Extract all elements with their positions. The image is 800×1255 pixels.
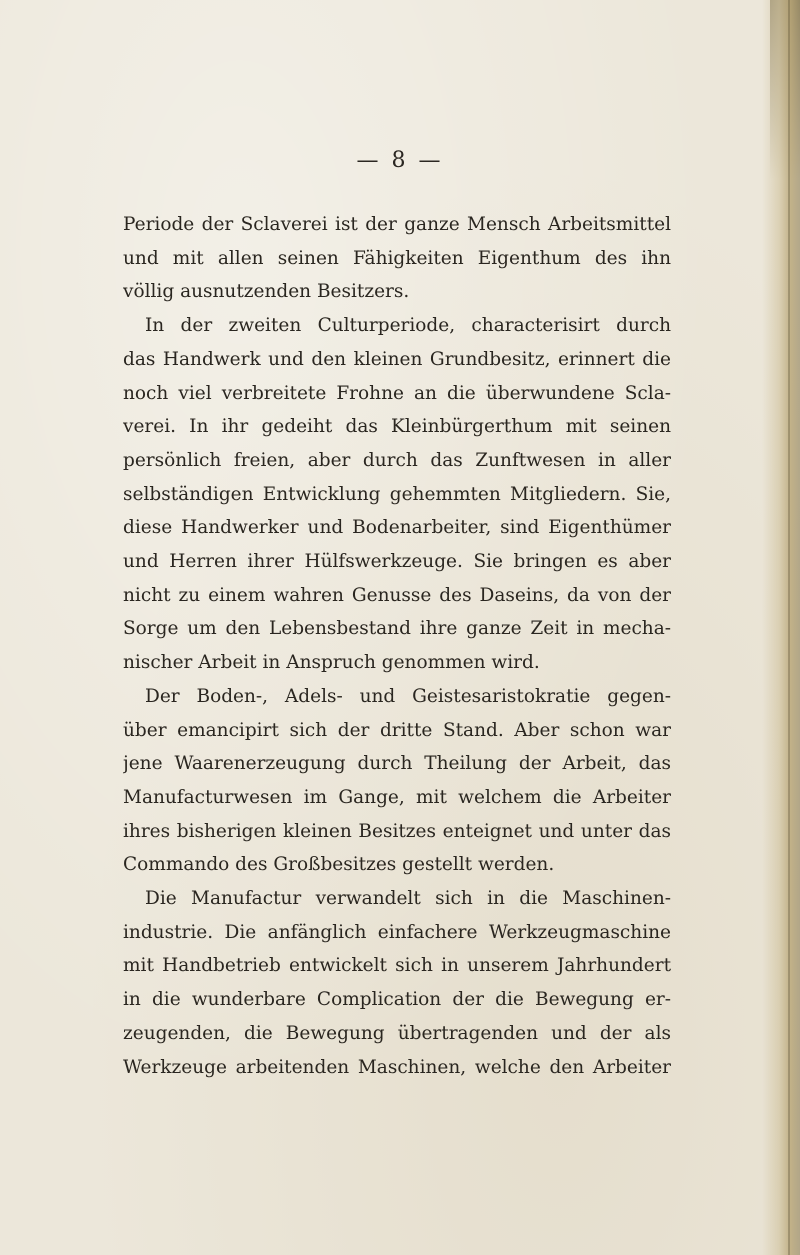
text-line: ihres bisherigen kleinen Besitzes enteignet und unter das	[123, 820, 671, 842]
text-line: zeugenden, die Bewegung übertragenden und der als	[123, 1022, 671, 1044]
text-line: Commando des Großbesitzes gestellt werden.	[123, 854, 555, 876]
text-line: und mit allen seinen Fähigkeiten Eigenthum des ihn	[123, 247, 671, 269]
text-line: mit Handbetrieb entwickelt sich in unserem Jahrhundert	[123, 955, 671, 977]
body-text	[123, 208, 671, 1084]
text-line: Periode der Sclaverei ist der ganze Mensch Arbeitsmittel	[123, 214, 671, 235]
text-line: jene Waarenerzeugung durch Theilung der Arbeit, das	[123, 753, 671, 775]
text-line: persönlich freien, aber durch das Zunftwesen in aller	[123, 449, 671, 471]
text-line: noch viel verbreitete Frohne an die überwundene Scla-	[123, 382, 671, 404]
text-line: über emancipirt sich der dritte Stand. Aber schon war	[123, 719, 671, 741]
text-line: Die Manufactur verwandelt sich in die Maschinen-	[145, 888, 671, 910]
text-line: selbständigen Entwicklung gehemmten Mitgliedern. Sie,	[123, 483, 671, 505]
text-line: diese Handwerker und Bodenarbeiter, sind Eigenthümer	[123, 517, 671, 539]
text-line: völlig ausnutzenden Besitzers.	[123, 281, 410, 303]
page-number: — 8 —	[356, 148, 444, 173]
text-line: industrie. Die anfänglich einfachere Werkzeugmaschine	[123, 921, 671, 943]
text-line: in die wunderbare Complication der die Bewegung er-	[123, 989, 671, 1011]
text-line: Sorge um den Lebensbestand ihre ganze Zeit in mecha-	[123, 618, 671, 640]
text-line: In der zweiten Culturperiode, characterisirt durch	[145, 315, 671, 337]
text-line: Manufacturwesen im Gange, mit welchem die Arbeiter	[123, 786, 671, 808]
text-line: Werkzeuge arbeitenden Maschinen, welche den Arbeiter	[123, 1056, 671, 1078]
spine-edge	[788, 0, 790, 1255]
text-line: nischer Arbeit in Anspruch genommen wird.	[123, 652, 540, 674]
text-line: das Handwerk und den kleinen Grundbesitz, erinnert die	[123, 348, 671, 370]
text-line: Der Boden-, Adels- und Geistesaristokratie gegen-	[145, 685, 671, 707]
spine-shadow	[762, 0, 800, 1255]
text-line: nicht zu einem wahren Genusse des Daseins, da von der	[123, 584, 671, 606]
text-line: verei. In ihr gedeiht das Kleinbürgerthum mit seinen	[123, 416, 671, 438]
text-line: und Herren ihrer Hülfswerkzeuge. Sie bringen es aber	[123, 551, 671, 573]
